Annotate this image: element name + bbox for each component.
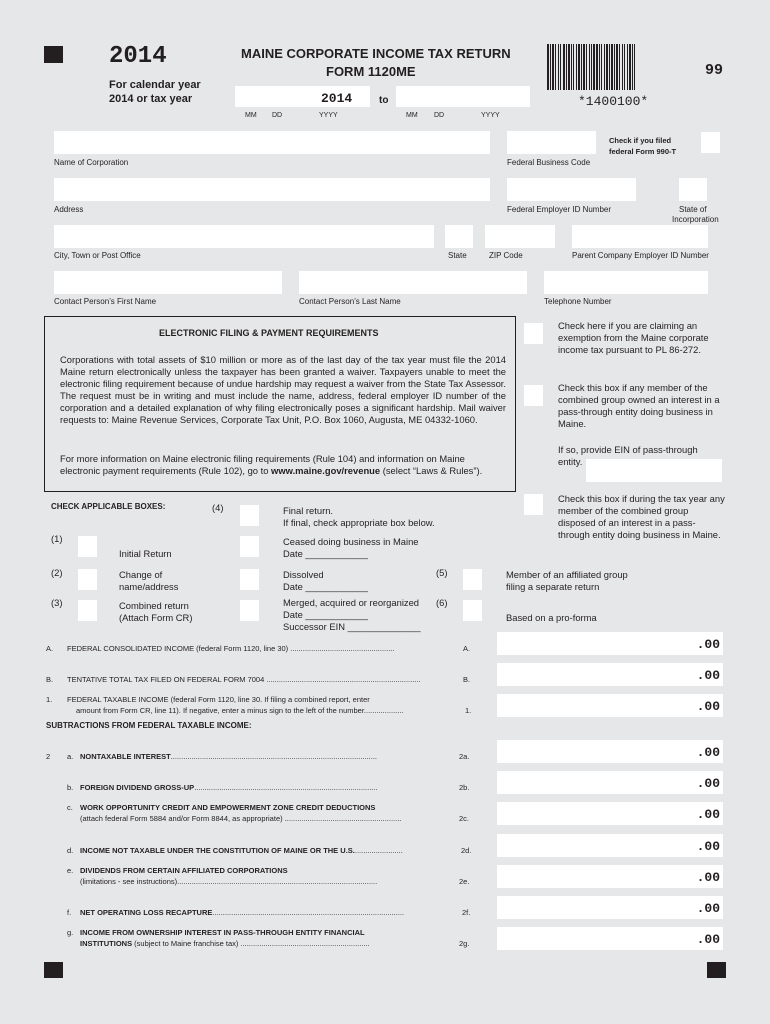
line-2b-letter: b.: [67, 783, 74, 792]
telephone-label: Telephone Number: [544, 297, 612, 306]
box-number-1: (1): [51, 533, 63, 544]
form-code: 99: [705, 62, 724, 79]
line-2e-letter: e.: [67, 866, 74, 875]
tax-year-end-input[interactable]: [396, 86, 530, 107]
address-label: Address: [54, 205, 84, 214]
fein-input[interactable]: [507, 178, 636, 201]
line-a-ref: A.: [463, 644, 471, 653]
line-2a-title: NONTAXABLE INTEREST: [80, 752, 171, 761]
line-2f-amount[interactable]: [497, 896, 723, 919]
line-1-ref: 1.: [465, 706, 472, 715]
state-of-incorporation-label: State of: [679, 205, 707, 214]
applicable-heading: CHECK APPLICABLE BOXES:: [51, 502, 166, 511]
line-2g-letter: g.: [67, 928, 74, 937]
subtractions-heading: SUBTRACTIONS FROM FEDERAL TAXABLE INCOME:: [46, 721, 252, 730]
merged-date-line: Date ____________: [283, 609, 368, 620]
barcode-bar: [632, 44, 633, 90]
line-2g-cents: .00: [696, 932, 720, 947]
line-1-amount[interactable]: [497, 694, 723, 717]
barcode-bar: [599, 44, 600, 90]
barcode-bar: [573, 44, 574, 90]
line-b-text: TENTATIVE TOTAL TAX FILED ON FEDERAL FORM 7004 ..........................................................................: [67, 675, 421, 684]
box-number-3: (3): [51, 597, 63, 608]
parent-ein-input[interactable]: [572, 225, 708, 248]
barcode-bar: [589, 44, 590, 90]
state-of-incorporation-label-2: Incorporation: [672, 215, 719, 224]
state-label: State: [448, 251, 467, 260]
address-input[interactable]: [54, 178, 490, 201]
barcode-bar: [596, 44, 598, 90]
line-2d-letter: d.: [67, 846, 74, 855]
line-a-text: FEDERAL CONSOLIDATED INCOME (federal Form 1120, line 30) ..................................................: [67, 644, 395, 653]
line-b-cents: .00: [696, 668, 720, 683]
registration-mark-bottom-right: [707, 962, 726, 978]
barcode-bar: [563, 44, 565, 90]
line-b-ref: B.: [463, 675, 471, 684]
box-number-6: (6): [436, 597, 448, 608]
combined-return-label: Combined return: [119, 600, 189, 611]
line-2a-leader: ...................................................................................................: [170, 752, 377, 761]
barcode-bar: [581, 44, 582, 90]
final-return-instruction: If final, check appropriate box below.: [283, 517, 435, 528]
barcode-bar: [634, 44, 635, 90]
line-2a-letter: a.: [67, 752, 74, 761]
barcode-bar: [583, 44, 585, 90]
line-2b-ref: 2b.: [459, 783, 470, 792]
barcode-bar: [578, 44, 580, 90]
yyyy-label: YYYY: [319, 112, 338, 119]
barcode-bar: [619, 44, 620, 90]
line-2d-cents: .00: [696, 839, 720, 854]
efile-requirements-box: [44, 316, 516, 492]
barcode-bar: [622, 44, 623, 90]
check-990t-label: Check if you filed: [609, 136, 672, 145]
zip-input[interactable]: [485, 225, 555, 248]
line-2g-leader: (subject to Maine franchise tax) ..............................................................: [132, 939, 370, 948]
line-a-number: A.: [46, 644, 54, 653]
barcode-bar: [611, 44, 613, 90]
line-2b-cents: .00: [696, 776, 720, 791]
barcode-bar: [591, 44, 592, 90]
barcode-bar: [609, 44, 610, 90]
combined-return-checkbox[interactable]: [78, 600, 97, 621]
change-address-checkbox[interactable]: [78, 569, 97, 590]
line-2a-amount[interactable]: [497, 740, 723, 763]
form-year: 2014: [109, 43, 167, 70]
passthrough-owned-checkbox[interactable]: [524, 385, 543, 406]
barcode-bar: [552, 44, 554, 90]
line-2f-title: NET OPERATING LOSS RECAPTURE: [80, 908, 213, 917]
barcode-bar: [624, 44, 625, 90]
line-2b-leader: ........................................................................................: [194, 783, 378, 792]
change-address-label: Change of: [119, 569, 163, 580]
line-2f-leader: ............................................................................................: [212, 908, 405, 917]
efile-more-info-text: For more information on Maine electronic filing requirements (Rule 104) and information on Maine electronic payment requirements (Rule 102), go to: [60, 453, 465, 476]
barcode-bar: [571, 44, 572, 90]
line-b-number: B.: [46, 675, 54, 684]
line-2d-text: [80, 846, 456, 855]
barcode-bar: [593, 44, 595, 90]
line-2d-leader: .......................: [354, 846, 403, 855]
barcode-bar: [601, 44, 602, 90]
contact-first-name-label: Contact Person’s First Name: [54, 297, 157, 306]
box-number-4: (4): [212, 502, 224, 513]
corporation-name-input[interactable]: [54, 131, 490, 154]
barcode-bar: [616, 44, 618, 90]
line-2e-amount[interactable]: [497, 865, 723, 888]
line-2d-ref: 2d.: [461, 846, 472, 855]
line-2e-cents: .00: [696, 870, 720, 885]
line-2a-cents: .00: [696, 745, 720, 760]
dd-label: DD: [434, 112, 445, 119]
line-1-number: 1.: [46, 695, 53, 704]
state-of-incorporation-input[interactable]: [679, 178, 707, 201]
barcode-text: *1400100*: [578, 94, 649, 109]
initial-return-label: Initial Return: [119, 548, 172, 559]
line-2g-text-2: [80, 939, 454, 948]
line-2-number: 2: [46, 752, 51, 761]
check-990t-label-2: federal Form 990-T: [609, 147, 677, 156]
barcode-bar: [550, 44, 551, 90]
ceased-business-label: Ceased doing business in Maine: [283, 536, 419, 547]
barcode: [547, 44, 685, 90]
line-2f-letter: f.: [67, 908, 72, 917]
efile-title: ELECTRONIC FILING & PAYMENT REQUIREMENTS: [159, 328, 379, 338]
line-2g-amount[interactable]: [497, 927, 723, 950]
efile-more-info-end: (select “Laws & Rules”).: [380, 465, 483, 476]
affiliated-group-label-2: filing a separate return: [506, 581, 600, 592]
merged-label: Merged, acquired or reorganized: [283, 597, 420, 608]
line-2c-cents: .00: [696, 807, 720, 822]
passthrough-disposed-checkbox[interactable]: [524, 494, 543, 515]
affiliated-group-checkbox[interactable]: [463, 569, 482, 590]
dissolved-label: Dissolved: [283, 569, 324, 580]
barcode-bar: [568, 44, 570, 90]
parent-ein-label: Parent Company Employer ID Number: [572, 251, 709, 260]
contact-last-name-label: Contact Person’s Last Name: [299, 297, 401, 306]
barcode-bar: [606, 44, 608, 90]
final-return-checkbox[interactable]: [240, 505, 259, 526]
corporation-name-label: Name of Corporation: [54, 158, 129, 167]
to-label: to: [379, 95, 389, 106]
line-2c-text-2: (attach federal Form 5884 and/or Form 8844, as appropriate) ........................................................: [80, 814, 402, 823]
line-1-text: FEDERAL TAXABLE INCOME (federal Form 1120, line 30. If filing a combined report, enter: [67, 695, 370, 704]
line-2c-letter: c.: [67, 803, 73, 812]
barcode-bar: [627, 44, 628, 90]
line-1-cents: .00: [696, 699, 720, 714]
calendar-year-label: For calendar year: [109, 79, 201, 91]
exemption-label: Check here if you are claiming an exemption from the Maine corporate income tax pursuant to PL 86-272.: [558, 320, 709, 355]
city-label: City, Town or Post Office: [54, 251, 141, 260]
line-2e-title: DIVIDENDS FROM CERTAIN AFFILIATED CORPORATIONS: [80, 866, 288, 875]
barcode-bar: [566, 44, 567, 90]
form-title: MAINE CORPORATE INCOME TAX RETURN: [241, 46, 511, 61]
mm-label: MM: [406, 112, 418, 119]
merged-checkbox[interactable]: [240, 600, 259, 621]
barcode-bar: [586, 44, 587, 90]
initial-return-checkbox[interactable]: [78, 536, 97, 557]
barcode-bar: [576, 44, 577, 90]
line-2g-title: INCOME FROM OWNERSHIP INTEREST IN PASS-THROUGH ENTITY FINANCIAL: [80, 928, 365, 937]
registration-mark-top-left: [44, 46, 63, 63]
line-2b-amount[interactable]: [497, 771, 723, 794]
dissolved-checkbox[interactable]: [240, 569, 259, 590]
ceased-date-line: Date ____________: [283, 548, 368, 559]
line-2c-amount[interactable]: [497, 802, 723, 825]
line-a-cents: .00: [696, 637, 720, 652]
line-2a-text: [80, 752, 454, 761]
line-2d-title: INCOME NOT TAXABLE UNDER THE CONSTITUTION OF MAINE OR THE U.S.: [80, 846, 355, 855]
yyyy-label: YYYY: [481, 112, 500, 119]
federal-business-code-label: Federal Business Code: [507, 158, 591, 167]
passthrough-ein-label: If so, provide EIN of pass-through entity.: [558, 444, 698, 467]
line-2a-ref: 2a.: [459, 752, 470, 761]
barcode-bar: [560, 44, 561, 90]
line-a-amount[interactable]: [497, 632, 723, 655]
contact-first-name-input[interactable]: [54, 271, 282, 294]
barcode-bar: [547, 44, 549, 90]
state-input[interactable]: [445, 225, 473, 248]
passthrough-owned-label: Check this box if any member of the combined group owned an interest in a pass-through entity doing business in Maine.: [558, 382, 720, 429]
line-2d-amount[interactable]: [497, 834, 723, 857]
line-2f-text: [80, 908, 456, 917]
box-number-2: (2): [51, 567, 63, 578]
passthrough-disposed-label: Check this box if during the tax year any member of the combined group disposed of an interest in a pass-through entity doing business in Maine.: [558, 493, 725, 540]
barcode-bar: [614, 44, 615, 90]
registration-mark-bottom-left: [44, 962, 63, 978]
revenue-link[interactable]: www.maine.gov/revenue: [271, 465, 381, 476]
proforma-label: Based on a pro-forma: [506, 612, 597, 623]
dissolved-date-line: Date ____________: [283, 581, 368, 592]
form-990t-checkbox[interactable]: [701, 132, 720, 153]
line-2e-ref: 2e.: [459, 877, 470, 886]
exemption-checkbox[interactable]: [524, 323, 543, 344]
fein-label: Federal Employer ID Number: [507, 205, 612, 214]
line-b-amount[interactable]: [497, 663, 723, 686]
form-number: FORM 1120ME: [326, 64, 416, 79]
combined-return-label-2: (Attach Form CR): [119, 612, 193, 623]
change-address-label-2: name/address: [119, 581, 179, 592]
barcode-bar: [604, 44, 605, 90]
passthrough-ein-input[interactable]: [586, 459, 722, 482]
tax-year-start-value: 2014: [321, 91, 353, 106]
successor-ein-line: Successor EIN ______________: [283, 621, 421, 632]
affiliated-group-label: Member of an affiliated group: [506, 569, 628, 580]
telephone-input[interactable]: [544, 271, 708, 294]
line-2f-cents: .00: [696, 901, 720, 916]
line-2e-text-2: (limitations - see instructions)................................................................................................: [80, 877, 378, 886]
dd-label: DD: [272, 112, 283, 119]
proforma-checkbox[interactable]: [463, 600, 482, 621]
efile-more-info: [60, 453, 506, 477]
city-input[interactable]: [54, 225, 434, 248]
line-2b-text: [80, 783, 454, 792]
barcode-bar: [629, 44, 631, 90]
line-2f-ref: 2f.: [462, 908, 471, 917]
zip-label: ZIP Code: [489, 251, 523, 260]
tax-year-label: 2014 or tax year: [109, 93, 193, 105]
line-2c-ref: 2c.: [459, 814, 470, 823]
line-2g-ref: 2g.: [459, 939, 470, 948]
final-return-label: Final return.: [283, 505, 334, 516]
contact-last-name-input[interactable]: [299, 271, 527, 294]
line-2g-title-2: INSTITUTIONS: [80, 939, 133, 948]
efile-paragraph: Corporations with total assets of $10 million or more as of the last day of the tax year must file the 2014 Maine return electronically unless the taxpayer has been granted a waiver. Taxpayers unable to meet the electronic filing requirement because of undue hardship may request a waiver from the State Tax Assessor. The request must be in writing and must include the name, address, federal employer ID number of the corporation and a detailed explanation of why filing electronically poses a significant hardship. Mail waiver requests to: Maine Revenue Services, Corporate Tax Unit, P.O. Box 1060, Augusta, ME 04332-1060.: [60, 354, 506, 425]
ceased-business-checkbox[interactable]: [240, 536, 259, 557]
line-1-text-2: amount from Form CR, line 11). If negative, enter a minus sign to the left of the number...................: [76, 706, 404, 715]
line-2c-title: WORK OPPORTUNITY CREDIT AND EMPOWERMENT ZONE CREDIT DEDUCTIONS: [80, 803, 376, 812]
mm-label: MM: [245, 112, 257, 119]
barcode-bar: [555, 44, 556, 90]
box-number-5: (5): [436, 567, 448, 578]
barcode-bar: [558, 44, 559, 90]
federal-business-code-input[interactable]: [507, 131, 596, 154]
line-2b-title: FOREIGN DIVIDEND GROSS-UP: [80, 783, 195, 792]
